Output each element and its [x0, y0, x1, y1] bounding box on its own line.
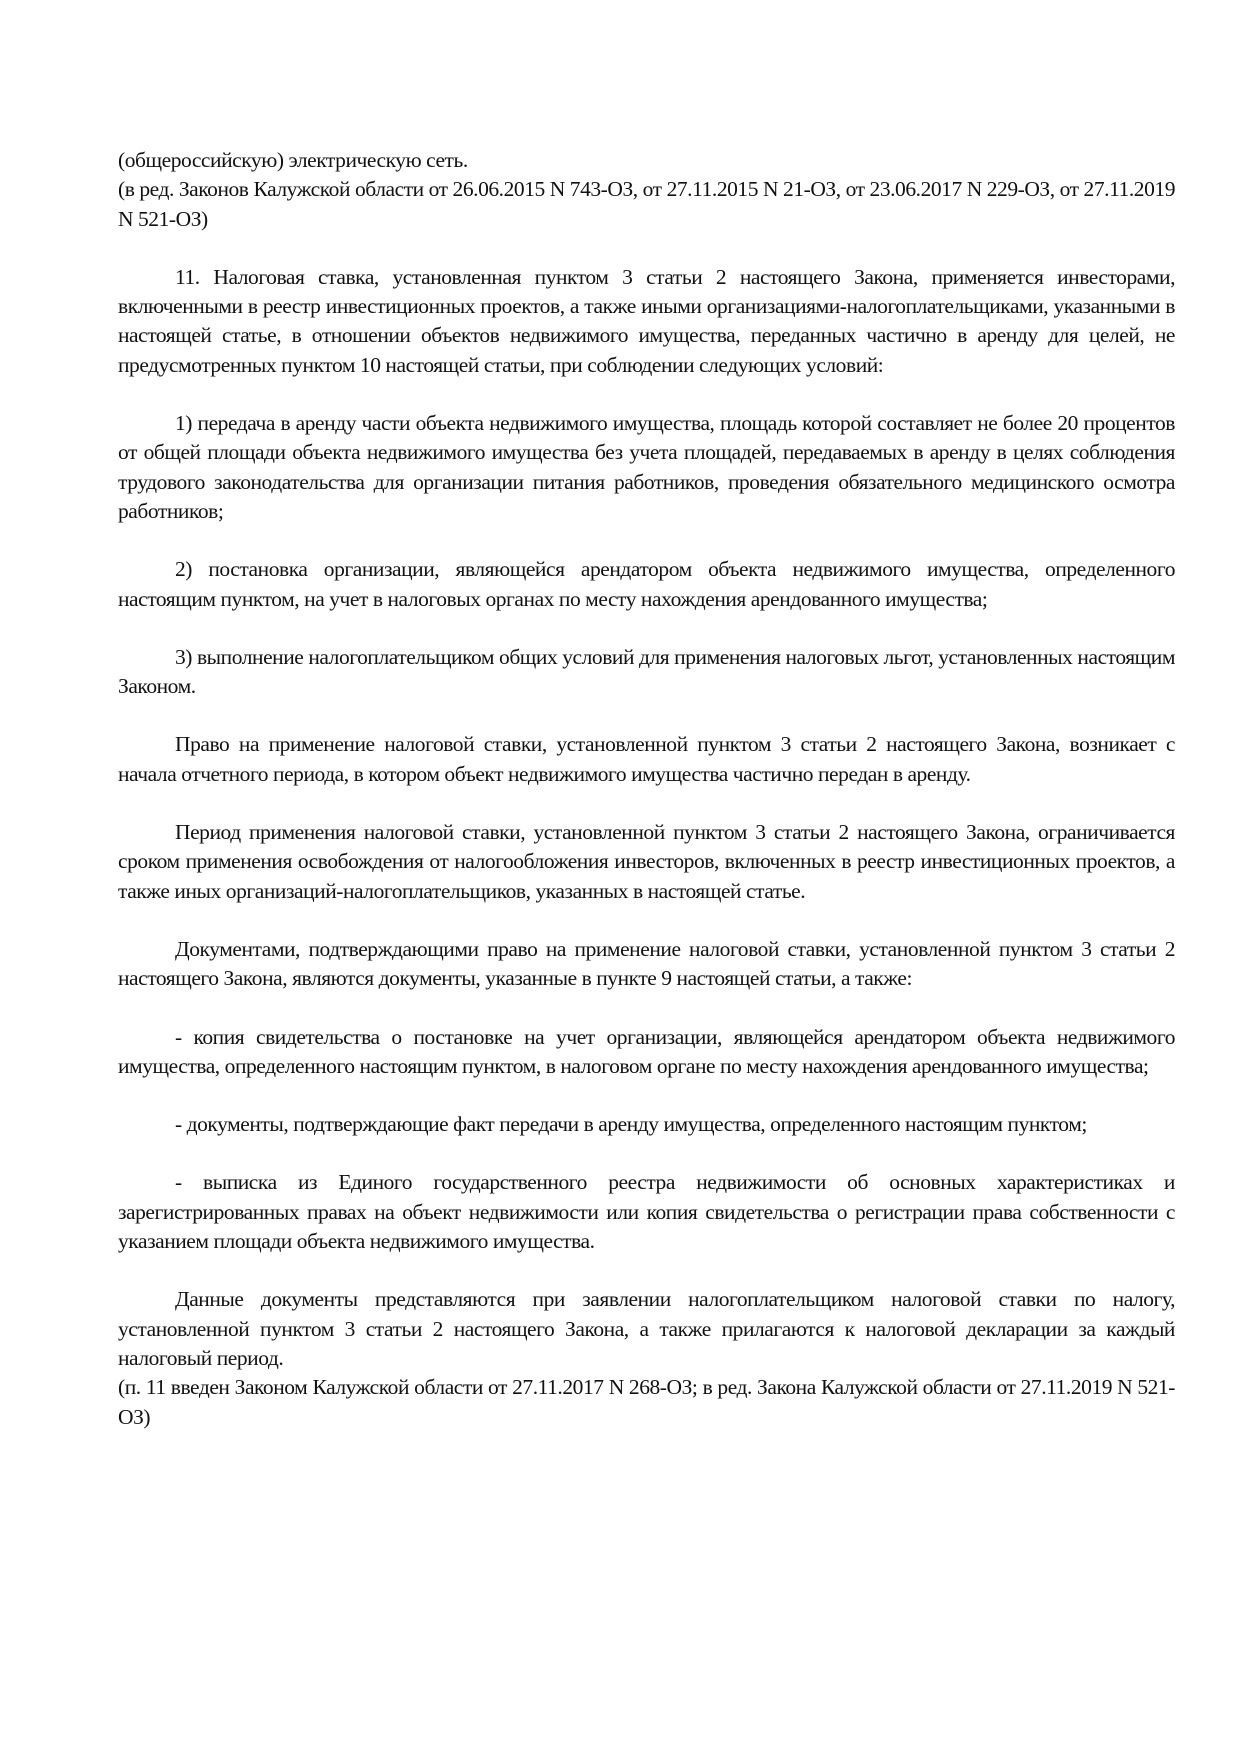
condition-3: 3) выполнение налогоплательщиком общих условий для применения налоговых льгот, установленных настоящим Законом. [118, 644, 1175, 699]
right-to-apply-paragraph: Право на применение налоговой ставки, установленной пунктом 3 статьи 2 настоящего Закона, возникает с начала отчетного периода, в котором объект недвижимого имущества частично передан в аренду. [118, 732, 1175, 786]
document-list-item-3: - выписка из Единого государственного реестра недвижимости об основных характеристиках и зарегистрированных правах на объект недвижимости или копия свидетельства о регистрации права собственности с указанием площади объекта недвижимого имущества. [118, 1170, 1175, 1254]
condition-2: 2) постановка организации, являющейся арендатором объекта недвижимого имущества, определенного настоящим пунктом, на учет в налоговых органах по месту нахождения арендованного имущества; [118, 557, 1175, 611]
supporting-documents-paragraph: Документами, подтверждающими право на применение налоговой ставки, установленной пунктом 3 статьи 2 настоящего Закона, являются документы, указанные в пункте 9 настоящей статьи, а также: [118, 936, 1175, 991]
edit-note-bottom: (п. 11 введен Законом Калужской области от 27.11.2017 N 268-ОЗ; в ред. Закона Калужской области от 27.11.2019 N 521-ОЗ) [118, 1375, 1175, 1429]
application-period-paragraph: Период применения налоговой ставки, установленной пунктом 3 статьи 2 настоящего Закона, ограничивается сроком применения освобождения от налогообложения инвесторов, включенных в реестр инвестиционных проектов, а также иных организаций-налогоплательщиков, указанных в настоящей статье. [118, 820, 1175, 903]
continuation-text: (общероссийскую) электрическую сеть. [118, 148, 468, 172]
condition-1: 1) передача в аренду части объекта недвижимого имущества, площадь которой составляет не более 20 процентов от общей площади объекта недвижимого имущества без учета площадей, передаваемых в аренду в целях соблюдения трудового законодательства для организации питания работников, проведения обязательного медицинского осмотра работников; [118, 411, 1175, 523]
document-list-item-1: - копия свидетельства о постановке на учет организации, являющейся арендатором объекта недвижимого имущества, определенного настоящим пунктом, в налоговом органе по месту нахождения арендованного имущества; [118, 1024, 1175, 1078]
edit-note-top: (в ред. Законов Калужской области от 26.06.2015 N 743-ОЗ, от 27.11.2015 N 21-ОЗ, от 23.06.2017 N 229-ОЗ, от 27.11.2019 N 521-ОЗ) [118, 177, 1175, 231]
document-page [118, 146, 1175, 1432]
document-list-item-2: - документы, подтверждающие факт передачи в аренду имущества, определенного настоящим пунктом; [175, 1112, 1087, 1137]
paragraph-item-11: 11. Налоговая ставка, установленная пунктом 3 статьи 2 настоящего Закона, применяется инвесторами, включенными в реестр инвестиционных проектов, а также иными организациями-налогоплательщиками, указанными в настоящей статье, в отношении объектов недвижимого имущества, переданных частично в аренду для целей, не предусмотренных пунктом 10 настоящей статьи, при соблюдении следующих условий: [118, 264, 1175, 377]
submission-paragraph: Данные документы представляются при заявлении налогоплательщиком налоговой ставки по налогу, установленной пунктом 3 статьи 2 настоящего Закона, а также прилагаются к налоговой декларации за каждый налоговый период. [118, 1287, 1175, 1370]
